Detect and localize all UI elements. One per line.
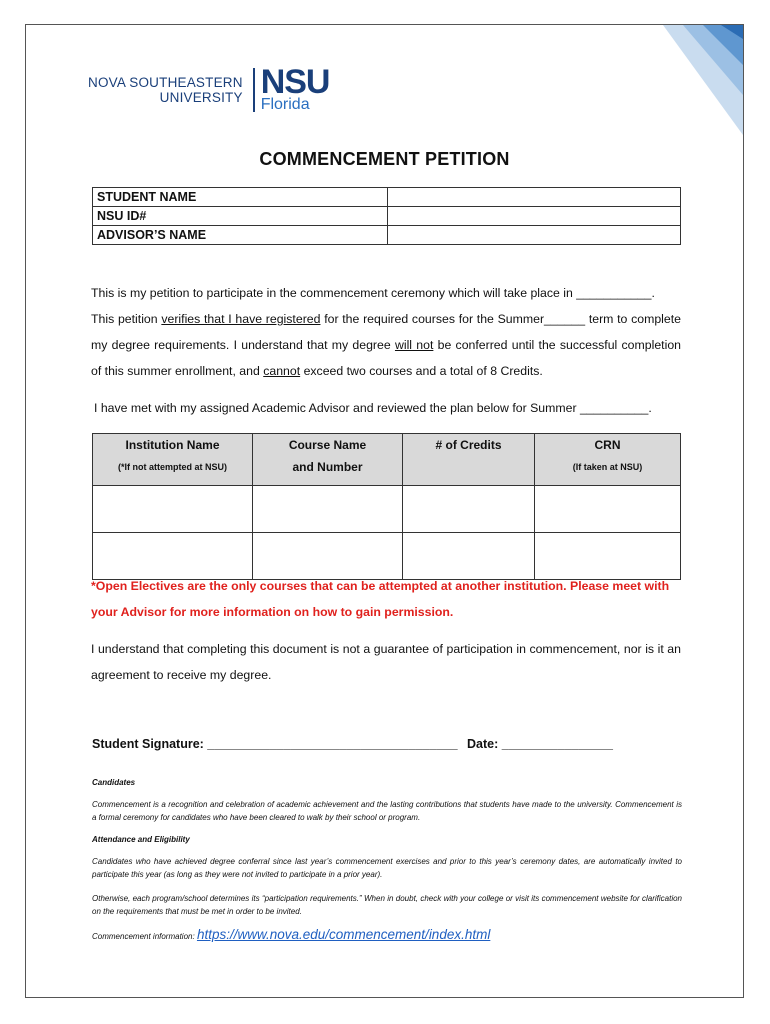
petition-text: be conferred until the successful completion of this summer enrollment, and xyxy=(91,338,681,378)
table-row xyxy=(93,188,681,207)
otherwise-text: Otherwise, each program/school determines its “participation requirements.” When in doubt, check with your college or visit its commencement website for clarification on the requirements that must be met in order to be invited. xyxy=(92,894,682,916)
signature-label[interactable]: Student Signature: ____________________________________ xyxy=(92,737,458,751)
table-header-row xyxy=(93,434,681,486)
petition-body xyxy=(91,306,681,384)
col-header-label: CRN xyxy=(594,438,621,452)
corner-decoration xyxy=(603,25,743,135)
col-header-label: Institution Name xyxy=(125,438,220,452)
nsu-id-label: NSU ID# xyxy=(93,207,388,226)
table-row xyxy=(93,207,681,226)
petition-text: This petition xyxy=(91,312,162,326)
date-label[interactable]: Date: ________________ xyxy=(467,737,613,751)
col-header-sub: (If taken at NSU) xyxy=(572,462,643,472)
signature-line xyxy=(92,737,613,751)
col-crn xyxy=(535,434,681,486)
logo-florida: Florida xyxy=(260,96,310,113)
candidates-heading: Candidates xyxy=(92,778,136,787)
advisor-name-label: ADVISOR’S NAME xyxy=(93,226,388,245)
document-page xyxy=(25,24,744,998)
petition-underlined: cannot xyxy=(263,364,301,378)
student-name-field[interactable] xyxy=(388,188,681,207)
col-credits xyxy=(403,434,535,486)
understanding-statement: I understand that completing this document is not a guarantee of participation in commencement, nor is it an agreement to receive my degree. xyxy=(91,642,681,682)
petition-underlined: verifies that I have registered xyxy=(161,312,321,326)
page-title: COMMENCEMENT PETITION xyxy=(259,149,510,169)
logo-divider xyxy=(253,68,255,112)
attendance-text: Candidates who have achieved degree conferral since last year’s commencement exercises and prior to this year’s ceremony dates, are automatically invited to participate this year (as long as they were not invited to participate in a prior year). xyxy=(92,857,682,879)
cell-course[interactable] xyxy=(253,486,403,533)
col-header-sub: and Number xyxy=(292,460,363,474)
petition-text: for the required courses for the Summer______ term to complete my degree requirements. I understand that my degree xyxy=(91,312,682,352)
logo-line2: UNIVERSITY xyxy=(159,90,243,105)
col-institution xyxy=(93,434,253,486)
advisor-statement: I have met with my assigned Academic Advisor and reviewed the plan below for Summer __________. xyxy=(94,401,652,415)
nsu-logo xyxy=(88,65,329,115)
logo-mark xyxy=(260,63,330,113)
advisor-name-field[interactable] xyxy=(388,226,681,245)
candidates-text: Commencement is a recognition and celebration of academic achievement and the lasting contributions that students have made to the university. Commencement is a formal ceremony for candidates who have been cleared to walk by their school or program. xyxy=(92,800,682,822)
logo-line1: NOVA SOUTHEASTERN xyxy=(88,75,243,90)
petition-underlined: will not xyxy=(394,338,434,352)
info-label: Commencement information: xyxy=(92,932,195,941)
student-info-table xyxy=(92,187,681,245)
col-course xyxy=(253,434,403,486)
petition-paragraph xyxy=(91,280,681,384)
col-header-sub: (*If not attempted at NSU) xyxy=(118,462,227,472)
col-header-label: Course Name xyxy=(288,438,367,452)
table-row xyxy=(93,486,681,533)
table-row xyxy=(93,226,681,245)
student-name-label: STUDENT NAME xyxy=(93,188,388,207)
cell-crn[interactable] xyxy=(535,486,681,533)
logo-wordmark xyxy=(88,75,243,105)
cell-institution[interactable] xyxy=(93,486,253,533)
logo-nsu: NSU xyxy=(260,63,330,101)
petition-line1: This is my petition to participate in the commencement ceremony which will take place in ___________. xyxy=(91,286,655,300)
commencement-link[interactable]: https://www.nova.edu/commencement/index.html xyxy=(196,927,491,942)
attendance-heading: Attendance and Eligibility xyxy=(92,835,190,844)
course-plan-table xyxy=(92,433,681,580)
petition-text: exceed two courses and a total of 8 Credits. xyxy=(300,364,543,378)
commencement-info xyxy=(92,928,682,943)
open-electives-notice: *Open Electives are the only courses that can be attempted at another institution. Please meet with your Advisor for more information on how to gain permission. xyxy=(91,579,670,619)
nsu-id-field[interactable] xyxy=(388,207,681,226)
cell-credits[interactable] xyxy=(403,486,535,533)
col-header-label: # of Credits xyxy=(435,438,502,452)
